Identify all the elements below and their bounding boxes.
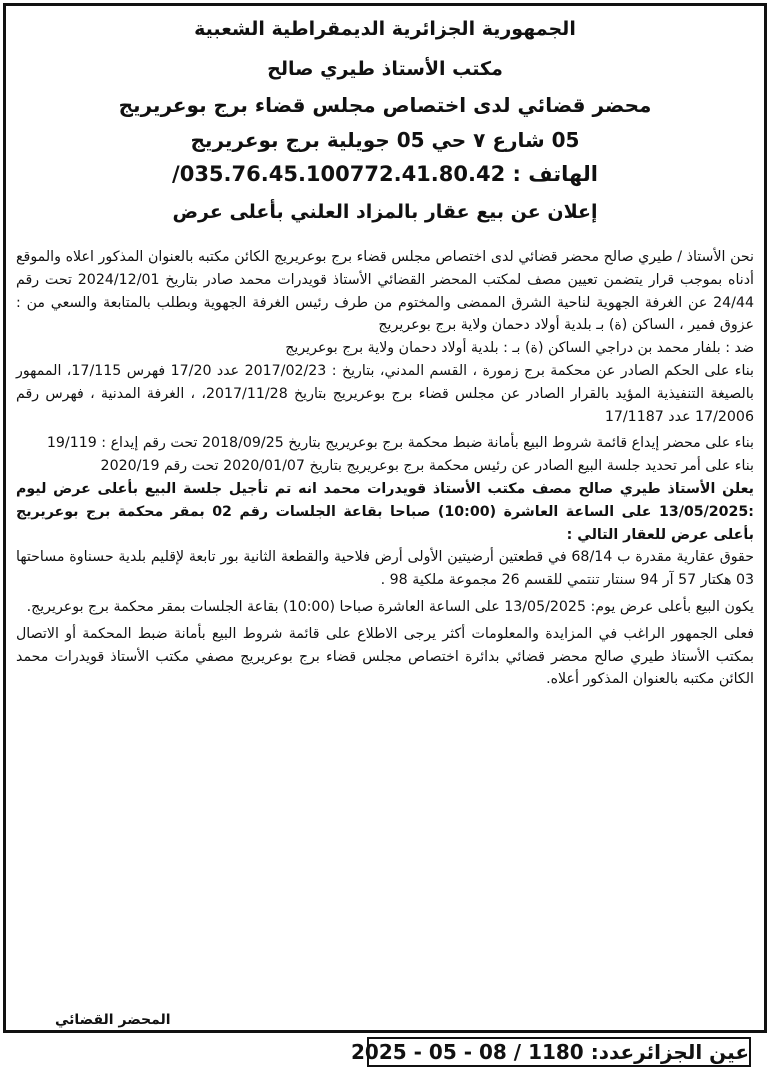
header-office: مكتب الأستاذ طيري صالح [267,58,503,80]
paragraph-announcement: يعلن الأستاذ طيري صالح مصف مكتب الأستاذ قويدرات محمد انه تم تأجيل جلسة البيع بأعلى عرض ليوم :13/05/2025 على الساعة العاشرة (10:00) صباحا بقاعة الجلسات رقم 02 بمقر محكمة برج بوعريريج بأعلى عرض للعقار التالي : [16,480,754,543]
paragraph-property: حقوق عقارية مقدرة ب 68/14 في قطعتين أرضيتين الأولى أرض فلاحية والقطعة الثانية بور تابعة لإقليم بلدية حسناوة مساحتها 03 هكتار 57 آر 94 سنتار تنتمي للقسم 26 مجموعة ملكية 98 . [16,549,755,589]
notice-body [16,246,754,691]
paragraph-defendant: ضد : بلفار محمد بن دراجي الساكن (ة) بـ : بلدية أولاد دحمان ولاية برج بوعريريج [285,340,754,357]
signature: المحضر القضائي [55,1012,171,1028]
header-phone: الهاتف : 035.76.45.100772.41.80.42/ [172,162,598,186]
header-address: 05 شارع ٧ حي 05 جويلية برج بوعريريج [190,128,580,152]
paragraph-bailiff: نحن الأستاذ / طيري صالح محضر قضائي لدى اختصاص مجلس قضاء برج بوعريريج الكائن مكتبه بالعنوان المذكور اعلاه والموقع أدناه بموجب قرار يتضمن تعيين مصف لمكتب المحضر القضائي الأستاذ قويدرات محمد صادر بتاريخ 2024/12/01 تحت رقم 24/44 عن الغرفة الجهوية لناحية الشرق الممضى والمختوم من طرف رئيس الغرفة الجهوية وبطلب بالمتابعة والسعي من : عزوق فمير ، الساكن (ة) بـ بلدية أولاد دحمان ولاية برج بوعريريج [16,249,754,334]
header-country: الجمهورية الجزائرية الديمقراطية الشعبية [194,18,576,40]
header-jurisdiction: محضر قضائي لدى اختصاص مجلس قضاء برج بوعريريج [118,93,652,117]
paragraph-session-order: بناء على أمر تحديد جلسة البيع الصادر عن رئيس محكمة برج بوعريريج بتاريخ 2020/01/07 تحت رقم 2020/19 [100,458,754,475]
paragraph-conditions-deposit: بناء على محضر إيداع قائمة شروط البيع بأمانة ضبط محكمة برج بوعريريج بتاريخ 2018/09/25 تحت رقم إيداع : 19/119 [46,435,754,452]
paragraph-sale-date: يكون البيع بأعلى عرض يوم: 13/05/2025 على الساعة العاشرة صباحا (10:00) بقاعة الجلسات بمقر محكمة برج بوعريريج. [26,598,754,615]
notice-title: إعلان عن بيع عقار بالمزاد العلني بأعلى عرض [172,201,598,223]
paragraph-judgment: بناء على الحكم الصادر عن محكمة برج زمورة ، القسم المدني، بتاريخ : 2017/02/23 عدد 17/20 فهرس 17/115، الممهور بالصيغة التنفيذية المؤيد بالقرار الصادر عن مجلس قضاء برج بوعريريج بتاريخ 2017/11/28، ، الغرفة المدنية ، فهرس رقم 17/2006 عدد 17/1187 [16,362,754,425]
publication-reference: عين الجزائرعدد: 1180 / 08 - 05 - 2025 [367,1037,751,1067]
paragraph-public-info: فعلى الجمهور الراغب في المزايدة والمعلومات أكثر يرجى الاطلاع على قائمة شروط البيع بأمانة ضبط المحكمة أو الاتصال بمكتب الأستاذ طيري صالح محضر قضائي بدائرة اختصاص مجلس قضاء برج بوعريريج مصفي مكتب الأستاذ قويدرات محمد الكائن مكتبه بالعنوان المذكور أعلاه. [16,625,754,688]
